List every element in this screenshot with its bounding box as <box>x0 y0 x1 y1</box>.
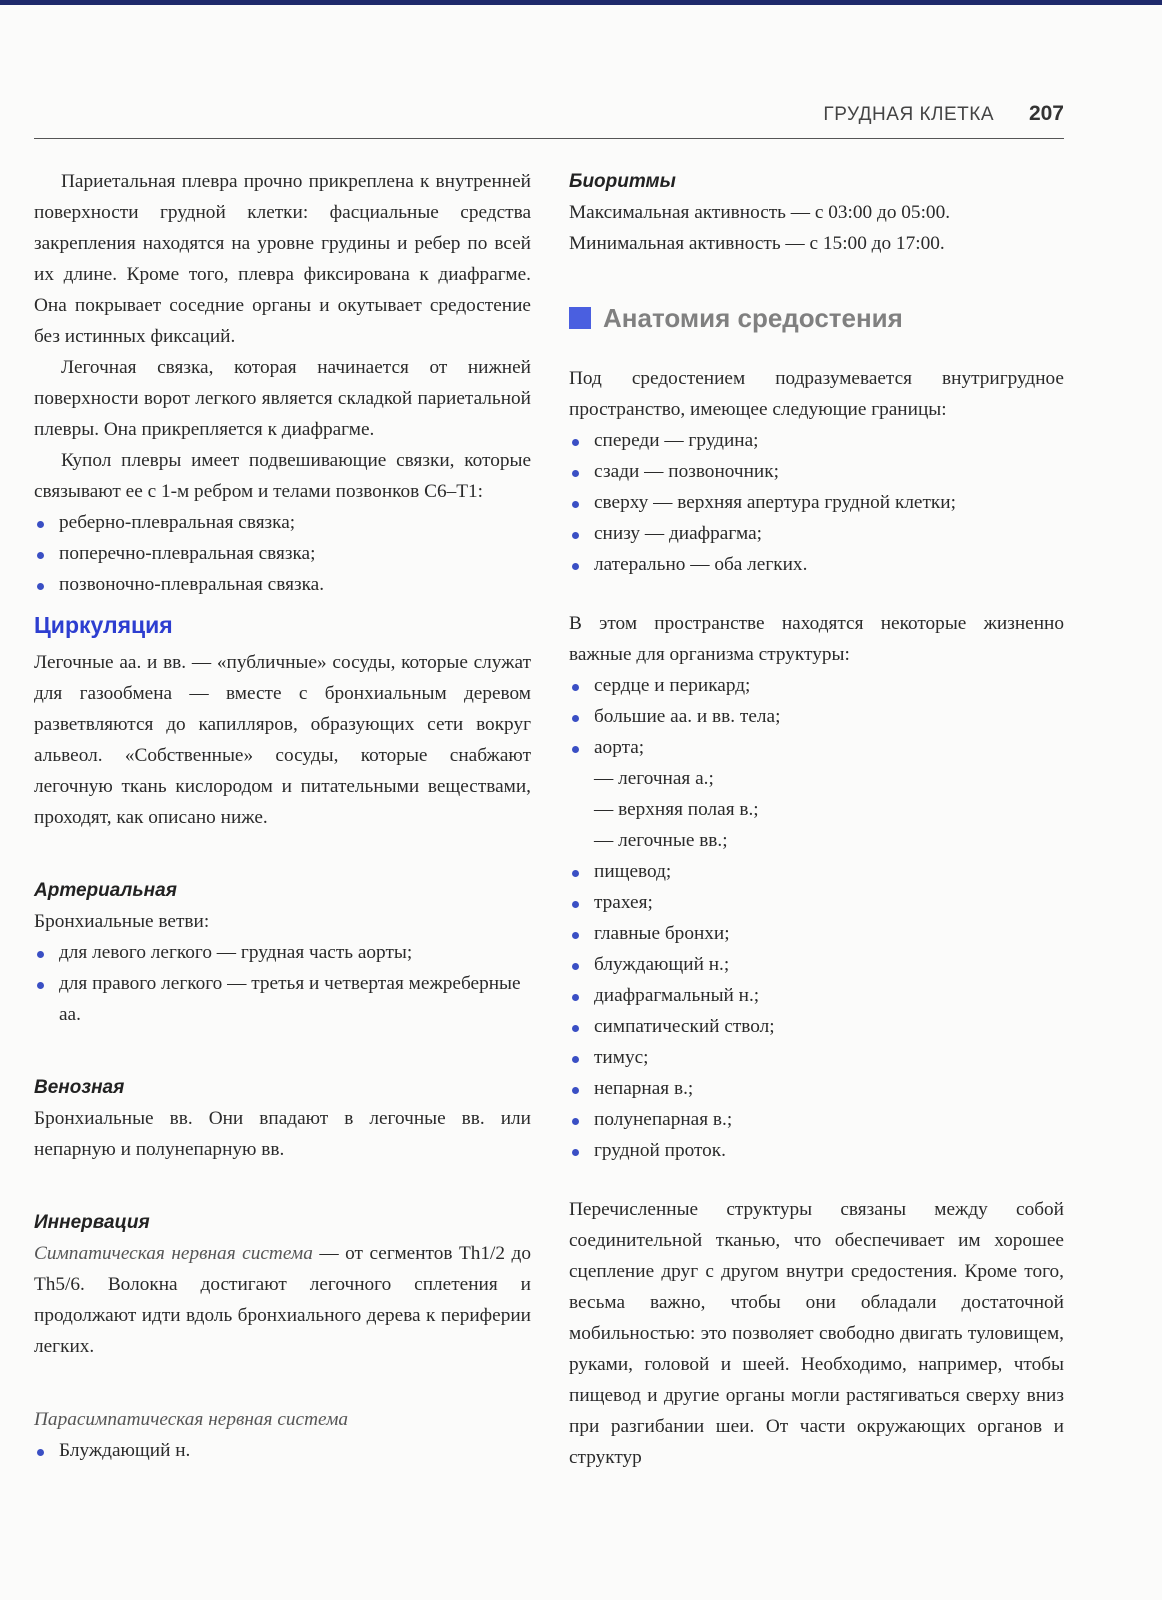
sympathetic-label: Симпатическая нервная система <box>34 1243 313 1264</box>
venous-heading: Венозная <box>34 1077 125 1098</box>
list-item: непарная в.; <box>569 1073 1064 1104</box>
list-item: Блуждающий н. <box>34 1435 531 1466</box>
bio-min: Минимальная активность — с 15:00 до 17:00. <box>569 233 945 254</box>
list-item: поперечно-плевральная связка; <box>34 538 531 569</box>
list-item: реберно-плевральная связка; <box>34 507 531 538</box>
paragraph-circulation: Легочные аа. и вв. — «публичные» сосуды, которые служат для газообмена — вместе с бронхиальным деревом разветвляются до капилляров, образующих сети вокруг альвеол. «Собственные» сосуды, которые снабжают легочную ткань кислородом и питательными веществами, проходят, как описано ниже. <box>34 652 531 828</box>
paragraph-sympathetic <box>34 1238 531 1362</box>
parasympathetic-list <box>34 1435 531 1466</box>
list-item: для левого легкого — грудная часть аорты; <box>34 937 531 968</box>
list-item: трахея; <box>569 887 1064 918</box>
bio-max: Максимальная активность — с 03:00 до 05:00. <box>569 202 951 223</box>
sympathetic-text: — от сегментов Th1/2 до Th5/6. Волокна достигают легочного сплетения и продолжают идти вдоль бронхиального дерева к периферии легких. <box>34 1243 531 1357</box>
list-item: полунепарная в.; <box>569 1104 1064 1135</box>
paragraph-parietal-pleura: Париетальная плевра прочно прикреплена к внутренней поверхности грудной клетки: фасциальные средства закрепления находятся на уровне грудины и ребер по всей их длине. Кроме того, плевра фиксирована к диафрагме. Она покрывает соседние органы и окутывает средостение без истинных фиксаций. <box>34 171 531 347</box>
biorhythms-heading: Биоритмы <box>569 171 676 192</box>
list-item: спереди — грудина; <box>569 425 1064 456</box>
arterial-heading: Артериальная <box>34 880 177 901</box>
list-item: блуждающий н.; <box>569 949 1064 980</box>
paragraph-pulmonary-ligament: Легочная связка, которая начинается от нижней поверхности ворот легкого является складкой париетальной плевры. Она прикрепляется к диафрагме. <box>34 357 531 440</box>
list-item: большие аа. и вв. тела; <box>569 701 1064 732</box>
list-item: позвоночно-плевральная связка. <box>34 569 531 600</box>
circulation-heading: Циркуляция <box>34 612 173 638</box>
list-item: симпатический ствол; <box>569 1011 1064 1042</box>
paragraph-structures-intro: В этом пространстве находятся некоторые жизненно важные для организма структуры: <box>569 613 1064 665</box>
list-item: тимус; <box>569 1042 1064 1073</box>
list-item: сердце и перикард; <box>569 670 1064 701</box>
running-header <box>34 98 1064 139</box>
sub-list-item: — верхняя полая в.; <box>594 799 759 820</box>
borders-list <box>569 425 1064 580</box>
arterial-list <box>34 937 531 1030</box>
list-item: латерально — оба легких. <box>569 549 1064 580</box>
list-item: сверху — верхняя апертура грудной клетки; <box>569 487 1064 518</box>
list-item: аорта; <box>569 732 1064 763</box>
list-item: для правого легкого — третья и четвертая межреберные аа. <box>34 968 531 1030</box>
paragraph-structures-mobility: Перечисленные структуры связаны между собой соединительной тканью, что обеспечивает им хорошее сцепление друг с другом внутри средостения. Кроме того, весьма важно, чтобы они обладали достаточной мобильностью: это позволяет свободно двигать туловищем, руками, головой и шеей. Необходимо, например, чтобы пищевод и другие органы могли растягиваться сверху вниз при разгибании шеи. От части окружающих органов и структур <box>569 1199 1064 1468</box>
list-item: снизу — диафрагма; <box>569 518 1064 549</box>
list-item: диафрагмальный н.; <box>569 980 1064 1011</box>
chapter-title: ГРУДНАЯ КЛЕТКА <box>823 104 994 125</box>
paragraph-venous: Бронхиальные вв. Они впадают в легочные вв. или непарную и полунепарную вв. <box>34 1108 531 1160</box>
innervation-heading: Иннервация <box>34 1212 150 1233</box>
page-number: 207 <box>1028 102 1064 125</box>
paragraph-mediastinum-intro: Под средостением подразумевается внутригрудное пространство, имеющее следующие границы: <box>569 368 1064 420</box>
heading-square-icon <box>569 307 591 329</box>
parasympathetic-label: Парасимпатическая нервная система <box>34 1409 349 1430</box>
paragraph-pleural-dome: Купол плевры имеет подвешивающие связки, которые связывают ее с 1-м ребром и телами позвонков С6–Т1: <box>34 450 531 502</box>
list-item: пищевод; <box>569 856 1064 887</box>
list-item: главные бронхи; <box>569 918 1064 949</box>
mediastinum-heading-text: Анатомия средостения <box>603 303 903 333</box>
list-item: сзади — позвоночник; <box>569 456 1064 487</box>
structures-list <box>569 670 1064 1166</box>
ligament-list <box>34 507 531 600</box>
top-color-band <box>0 0 1162 5</box>
left-column <box>34 166 531 1466</box>
sub-list-item: — легочные вв.; <box>594 830 728 851</box>
mediastinum-heading <box>569 301 1064 335</box>
right-column <box>569 166 1064 1473</box>
list-item: грудной проток. <box>569 1135 1064 1166</box>
sub-list-item: — легочная а.; <box>594 768 714 789</box>
paragraph-arterial: Бронхиальные ветви: <box>34 911 210 932</box>
